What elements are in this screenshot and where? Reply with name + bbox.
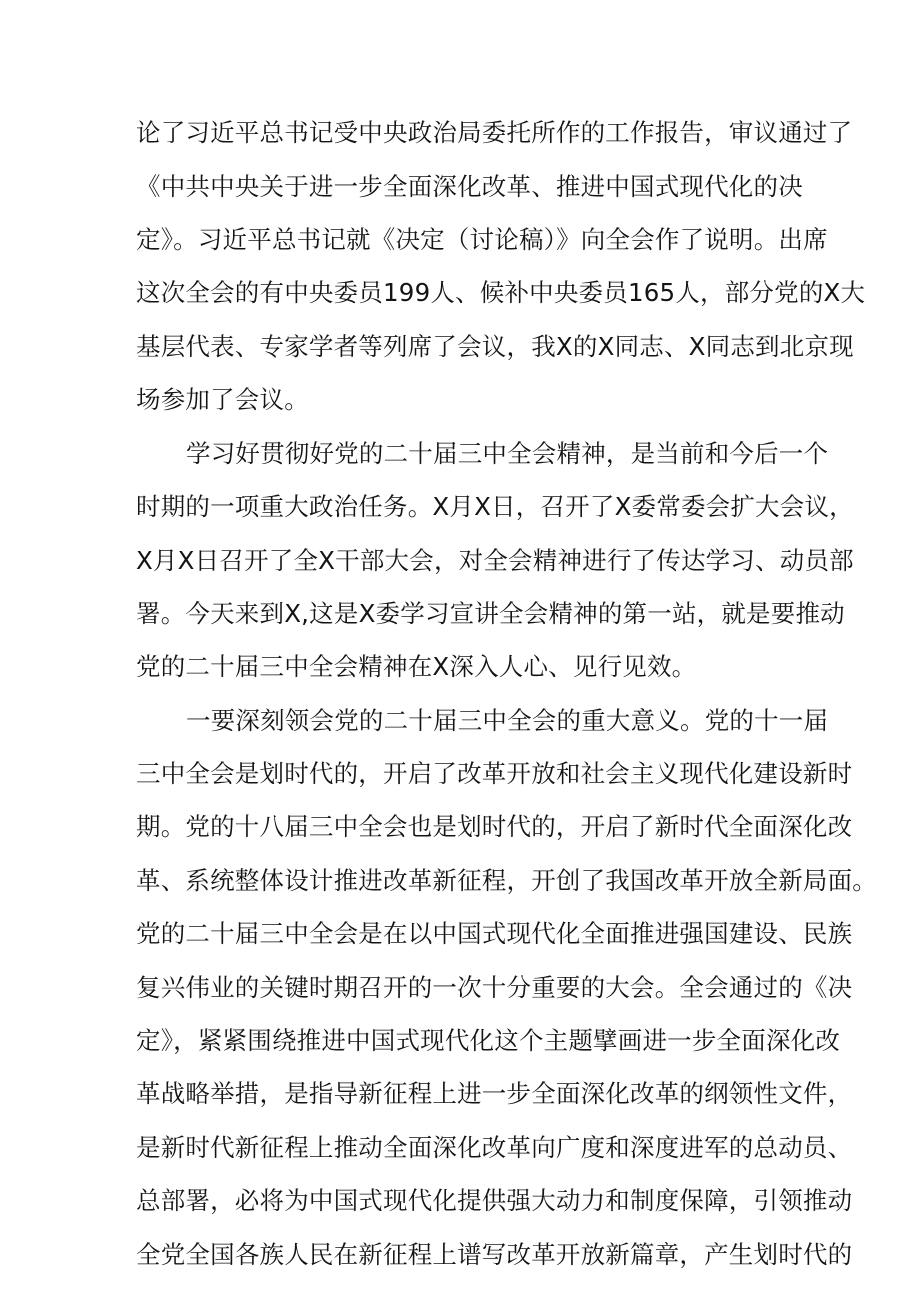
text-line: 三中全会是划时代的，开启了改革开放和社会主义现代化建设新时 [136, 759, 853, 788]
text-line: 这次全会的有中央委员199人、候补中央委员165人，部分党的X大 [136, 278, 866, 307]
text-line: 革、系统整体设计推进改革新征程，开创了我国改革开放全新局面。 [136, 866, 877, 895]
text-line: 党的二十届三中全会是在以中国式现代化全面推进强国建设、民族 [136, 919, 853, 948]
text-line: 定》。习近平总书记就《决定（讨论稿）》向全会作了说明。出席 [136, 225, 828, 254]
text-line: 党的二十届三中全会精神在X深入人心、见行见效。 [136, 652, 697, 681]
text-line: 定》，紧紧围绕推进中国式现代化这个主题擘画进一步全面深化改 [136, 1026, 841, 1055]
text-line: 期。党的十八届三中全会也是划时代的，开启了新时代全面深化改 [136, 812, 853, 841]
text-line: 总部署，必将为中国式现代化提供强大动力和制度保障，引领推动 [136, 1186, 853, 1215]
text-line: 时期的一项重大政治任务。X月X日，召开了X委常委会扩大会议， [136, 492, 854, 521]
text-line: 论了习近平总书记受中央政治局委托所作的工作报告，审议通过了 [136, 118, 853, 147]
text-line: 场参加了会议。 [136, 385, 309, 414]
text-line: 是新时代新征程上推动全面深化改革向广度和深度进军的总动员、 [136, 1133, 853, 1162]
text-line: 学习好贯彻好党的二十届三中全会精神，是当前和今后一个 [186, 439, 829, 468]
text-line: 革战略举措，是指导新征程上进一步全面深化改革的纲领性文件， [136, 1079, 853, 1108]
text-line: 全党全国各族人民在新征程上谱写改革开放新篇章，产生划时代的 [136, 1240, 853, 1269]
text-line: 基层代表、专家学者等列席了会议，我X的X同志、X同志到北京现 [136, 332, 854, 361]
text-line: X月X日召开了全X干部大会，对全会精神进行了传达学习、动员部 [136, 546, 854, 575]
text-line: 一要深刻领会党的二十届三中全会的重大意义。党的十一届 [186, 706, 829, 735]
text-line: 署。今天来到X,这是X委学习宣讲全会精神的第一站，就是要推动 [136, 599, 845, 628]
text-line: 《中共中央关于进一步全面深化改革、推进中国式现代化的决 [136, 172, 803, 201]
text-line: 复兴伟业的关键时期召开的一次十分重要的大会。全会通过的《决 [136, 973, 853, 1002]
